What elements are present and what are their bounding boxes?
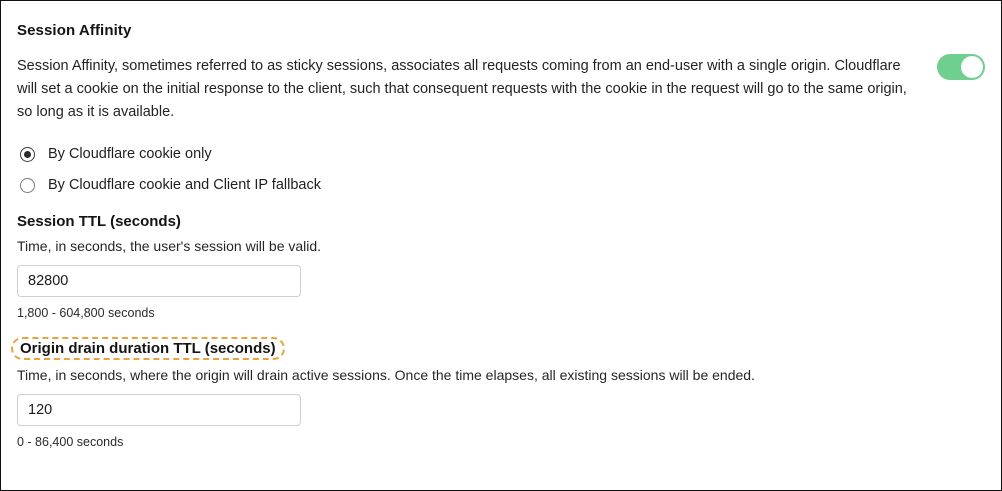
page-title: Session Affinity	[17, 22, 132, 39]
session-ttl-help: Time, in seconds, the user's session will be valid.	[17, 238, 322, 254]
origin-drain-help: Time, in seconds, where the origin will drain active sessions. Once the time elapses, all existing sessions will be ended.	[17, 367, 755, 383]
radio-label: By Cloudflare cookie and Client IP fallback	[48, 177, 321, 193]
origin-drain-range: 0 - 86,400 seconds	[17, 435, 124, 449]
radio-option-cookie-and-ip[interactable]	[17, 177, 985, 193]
session-ttl-input[interactable]	[17, 265, 301, 297]
radio-label: By Cloudflare cookie only	[48, 146, 212, 162]
session-ttl-group	[17, 213, 985, 320]
radio-icon[interactable]	[20, 178, 35, 193]
session-ttl-label: Session TTL (seconds)	[17, 213, 181, 230]
panel-content	[1, 1, 1001, 490]
session-affinity-toggle[interactable]	[937, 54, 985, 80]
section-description: Session Affinity, sometimes referred to as sticky sessions, associates all requests coming from an end-user with a single origin. Cloudflare will set a cookie on the initial response to the client, such that consequent requests with the cookie in the request will go to the same origin, so long as it is available.	[17, 58, 907, 120]
radio-option-cookie-only[interactable]	[17, 146, 985, 162]
origin-drain-input[interactable]	[17, 394, 301, 426]
origin-drain-group	[17, 320, 985, 449]
toggle-knob	[961, 56, 983, 78]
origin-drain-label: Origin drain duration TTL (seconds)	[11, 337, 285, 360]
session-ttl-range: 1,800 - 604,800 seconds	[17, 306, 155, 320]
radio-icon[interactable]	[20, 147, 35, 162]
